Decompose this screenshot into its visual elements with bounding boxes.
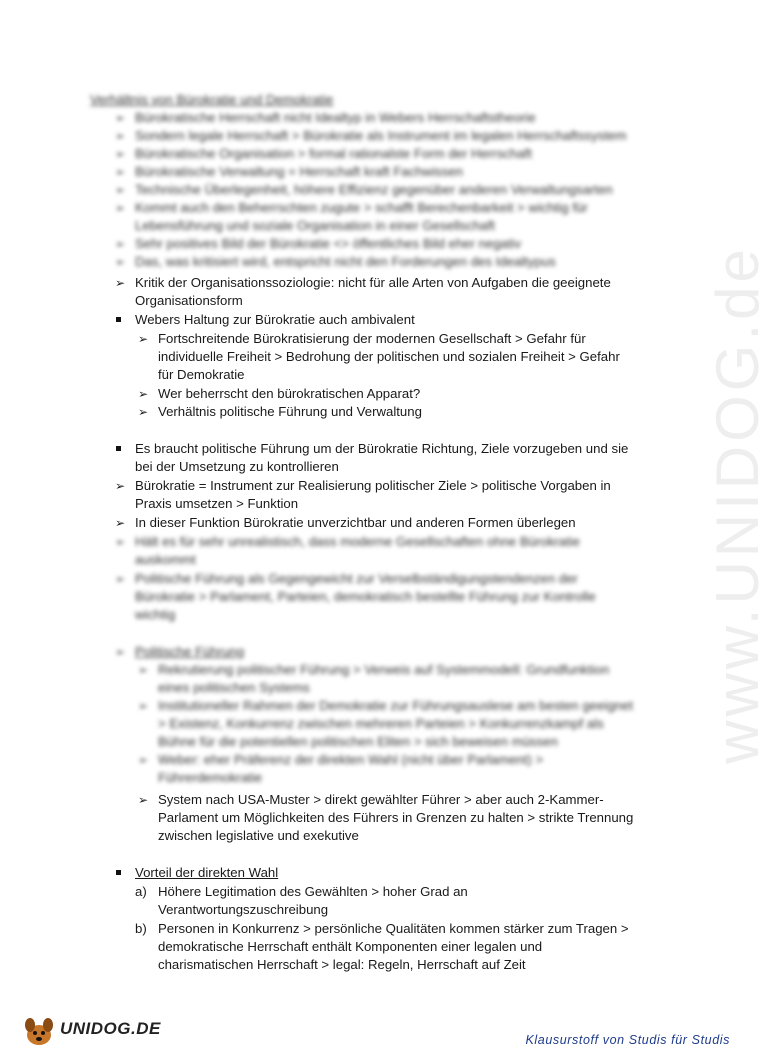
blurred-item: Bühne für die potentiellen politischen Eliten > sich beweisen müssen bbox=[158, 734, 558, 749]
b-line-3: charismatischen Herrschaft > legal: Regeln, Herrschaft auf Zeit bbox=[158, 957, 526, 972]
blurred-item: Kommt auch den Beherrschten zugute > schafft Berechenbarkeit > wichtig für bbox=[135, 200, 588, 215]
arrow-icon: ➢ bbox=[115, 165, 126, 179]
list-label-a: a) bbox=[135, 884, 147, 899]
sub1-line-1: Fortschreitende Bürokratisierung der modernen Gesellschaft > Gefahr für bbox=[158, 331, 586, 346]
section4-heading: Vorteil der direkten Wahl bbox=[135, 865, 279, 880]
blurred-item: Bürokratie > Parlament, Parteien, demokratisch bestellte Führung zur Kontrolle bbox=[135, 589, 596, 604]
blurred-item: eines politischen Systems bbox=[158, 680, 310, 695]
blurred-item: Bürokratische Herrschaft nicht Idealtyp in Webers Herrschaftstheorie bbox=[135, 110, 536, 125]
sub2-line: Wer beherrscht den bürokratischen Apparat? bbox=[158, 386, 421, 401]
sub1-line-2: individuelle Freiheit > Bedrohung der politischen und sozialen Freiheit > Gefahr bbox=[158, 349, 620, 364]
square-bullet-icon bbox=[116, 317, 121, 322]
b-line-2: demokratische Herrschaft enthält Komponenten einer legalen und bbox=[158, 939, 543, 954]
section2-b2: In dieser Funktion Bürokratie unverzichtbar und anderen Formen überlegen bbox=[135, 515, 576, 530]
arrow-icon: ➢ bbox=[138, 332, 149, 346]
section2-b1-2: Praxis umsetzen > Funktion bbox=[135, 496, 299, 511]
a-line-1: Höhere Legitimation des Gewählten > hoher Grad an bbox=[158, 884, 468, 899]
b-line-1: Personen in Konkurrenz > persönliche Qualitäten kommen stärker zum Tragen > bbox=[158, 921, 629, 936]
arrow-icon: ➢ bbox=[115, 201, 126, 215]
section2-main-1: Es braucht politische Führung um der Bürokratie Richtung, Ziele vorzugeben und sie bbox=[135, 441, 629, 456]
sub1-line-3: für Demokratie bbox=[158, 367, 245, 382]
section3-heading: Politische Führung bbox=[135, 644, 245, 659]
blurred-item: Rekrutierung politischer Führung > Verweis auf Systemmodell: Grundfunktion bbox=[158, 662, 610, 677]
arrow-icon: ➢ bbox=[138, 753, 149, 767]
section2-main-2: bei der Umsetzung zu kontrollieren bbox=[135, 459, 339, 474]
blurred-item: Bürokratische Organisation > formal rationalste Form der Herrschaft bbox=[135, 146, 532, 161]
usa-line-3: zwischen legislative und exekutive bbox=[158, 828, 359, 843]
weber-line: Webers Haltung zur Bürokratie auch ambivalent bbox=[135, 312, 415, 327]
blurred-item: Hält es für sehr unrealistisch, dass moderne Gesellschaften ohne Bürokratie bbox=[135, 534, 580, 549]
blurred-item: Das, was kritisiert wird, entspricht nicht den Forderungen des Idealtypus bbox=[135, 254, 556, 269]
arrow-icon: ➢ bbox=[115, 645, 126, 659]
blurred-item: Technische Überlegenheit, höhere Effizienz gegenüber anderen Verwaltungsarten bbox=[135, 182, 613, 197]
arrow-icon: ➢ bbox=[115, 237, 126, 251]
arrow-icon: ➢ bbox=[115, 479, 126, 493]
watermark: www.UNIDOG.de bbox=[703, 245, 771, 764]
usa-line-2: Parlament um Möglichkeiten des Führers in Grenzen zu halten > strikte Trennung bbox=[158, 810, 634, 825]
square-bullet-icon bbox=[116, 870, 121, 875]
dog-icon bbox=[22, 1016, 56, 1048]
kritik-line-1: Kritik der Organisationssoziologie: nicht für alle Arten von Aufgaben die geeignete bbox=[135, 275, 611, 290]
blurred-item: Weber: eher Präferenz der direkten Wahl (nicht über Parlament) > bbox=[158, 752, 544, 767]
blurred-item: Sehr positives Bild der Bürokratie <> öffentliches Bild eher negativ bbox=[135, 236, 522, 251]
kritik-line-2: Organisationsform bbox=[135, 293, 243, 308]
arrow-icon: ➢ bbox=[115, 183, 126, 197]
arrow-icon: ➢ bbox=[115, 276, 126, 290]
square-bullet-icon bbox=[116, 446, 121, 451]
blurred-item: Sondern legale Herrschaft > Bürokratie als Instrument im legalen Herrschaftssystem bbox=[135, 128, 627, 143]
blurred-item: > Existenz, Konkurrenz zwischen mehreren Parteien > Konkurrenzkampf als bbox=[158, 716, 604, 731]
arrow-icon: ➢ bbox=[115, 147, 126, 161]
arrow-icon: ➢ bbox=[115, 535, 126, 549]
blurred-item: wichtig bbox=[135, 607, 176, 622]
sub3-line: Verhältnis politische Führung und Verwaltung bbox=[158, 404, 422, 419]
section2-b1-1: Bürokratie = Instrument zur Realisierung politischer Ziele > politische Vorgaben in bbox=[135, 478, 611, 493]
blurred-item: Lebensführung und soziale Organisation in einer Gesellschaft bbox=[135, 218, 495, 233]
blurred-item: auskommt bbox=[135, 552, 196, 567]
blurred-item: Institutioneller Rahmen der Demokratie zur Führungsauslese am besten geeignet bbox=[158, 698, 634, 713]
arrow-icon: ➢ bbox=[138, 663, 149, 677]
arrow-icon: ➢ bbox=[115, 516, 126, 530]
unidog-logo: UNIDOG.DE bbox=[22, 1016, 56, 1046]
blurred-item: Führerdemokratie bbox=[158, 770, 263, 785]
a-line-2: Verantwortungszuschreibung bbox=[158, 902, 329, 917]
arrow-icon: ➢ bbox=[138, 699, 149, 713]
arrow-icon: ➢ bbox=[115, 129, 126, 143]
arrow-icon: ➢ bbox=[115, 255, 126, 269]
blurred-heading: Verhältnis von Bürokratie und Demokratie bbox=[90, 92, 334, 107]
blurred-item: Bürokratische Verwaltung = Herrschaft kraft Fachwissen bbox=[135, 164, 463, 179]
list-label-b: b) bbox=[135, 921, 147, 936]
usa-line-1: System nach USA-Muster > direkt gewählter Führer > aber auch 2-Kammer- bbox=[158, 792, 604, 807]
footer-tagline: Klausurstoff von Studis für Studis bbox=[525, 1033, 730, 1047]
arrow-icon: ➢ bbox=[138, 387, 149, 401]
arrow-icon: ➢ bbox=[138, 405, 149, 419]
arrow-icon: ➢ bbox=[138, 793, 149, 807]
arrow-icon: ➢ bbox=[115, 111, 126, 125]
arrow-icon: ➢ bbox=[115, 572, 126, 586]
blurred-item: Politische Führung als Gegengewicht zur Verselbständigungstendenzen der bbox=[135, 571, 578, 586]
